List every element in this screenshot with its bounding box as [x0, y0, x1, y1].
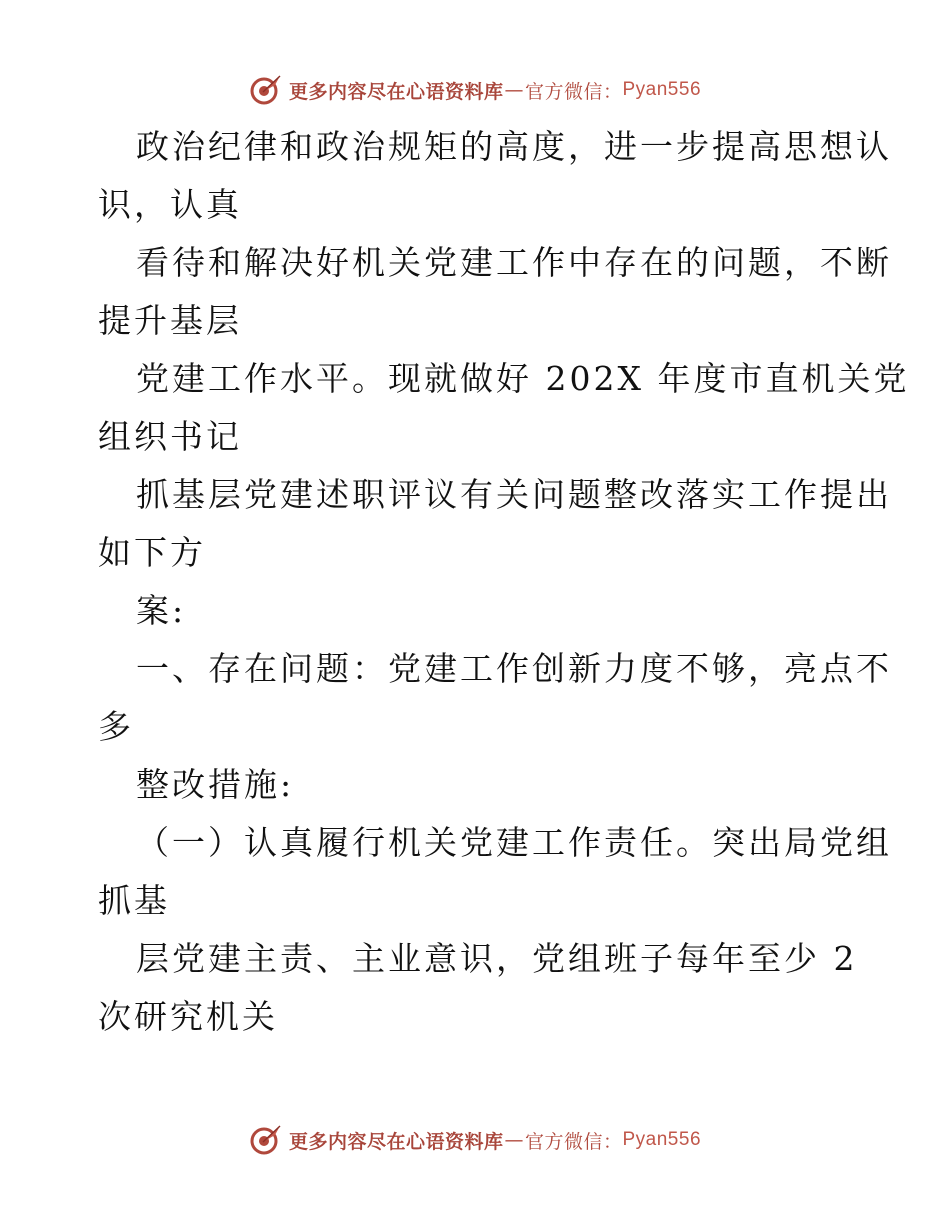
text-line: 抓基: [98, 881, 170, 920]
body-text: [98, 118, 910, 1046]
text-line: 识，认真: [98, 185, 242, 224]
watermark-dash: —: [504, 1129, 524, 1151]
watermark-main-text: 更多内容尽在心语资料库: [288, 80, 504, 103]
text-line: 党建工作水平。现就做好 202X 年度市直机关党: [136, 359, 910, 398]
header-watermark: [0, 70, 950, 110]
subheading: 整改措施:: [136, 765, 295, 804]
quill-logo-icon: [249, 73, 283, 107]
text-line: 提升基层: [98, 301, 242, 340]
text-line: 抓基层党建述职评议有关问题整改落实工作提出: [136, 475, 892, 514]
text-line: 如下方: [98, 533, 206, 572]
watermark-dash: —: [504, 79, 524, 101]
section-heading: 一、存在问题：党建工作创新力度不够，亮点不: [136, 649, 892, 688]
text-line: 案:: [136, 591, 187, 630]
watermark-wechat-id: Pyan556: [622, 1129, 702, 1150]
text-line: （一）认真履行机关党建工作责任。突出局党组: [136, 823, 892, 862]
text-line: 看待和解决好机关党建工作中存在的问题，不断: [136, 243, 892, 282]
watermark-main-text: 更多内容尽在心语资料库: [288, 1130, 504, 1153]
text-line: 组织书记: [98, 417, 242, 456]
text-line: 多: [98, 707, 134, 746]
watermark-sub-text: 官方微信：: [524, 80, 623, 103]
watermark-wechat-id: Pyan556: [622, 79, 702, 100]
text-line: 次研究机关: [98, 997, 278, 1036]
quill-logo-icon: [249, 1123, 283, 1157]
footer-watermark: [0, 1120, 950, 1160]
text-line: 层党建主责、主业意识，党组班子每年至少 2: [136, 939, 858, 978]
watermark-sub-text: 官方微信：: [524, 1130, 623, 1153]
text-line: 政治纪律和政治规矩的高度，进一步提高思想认: [136, 127, 892, 166]
